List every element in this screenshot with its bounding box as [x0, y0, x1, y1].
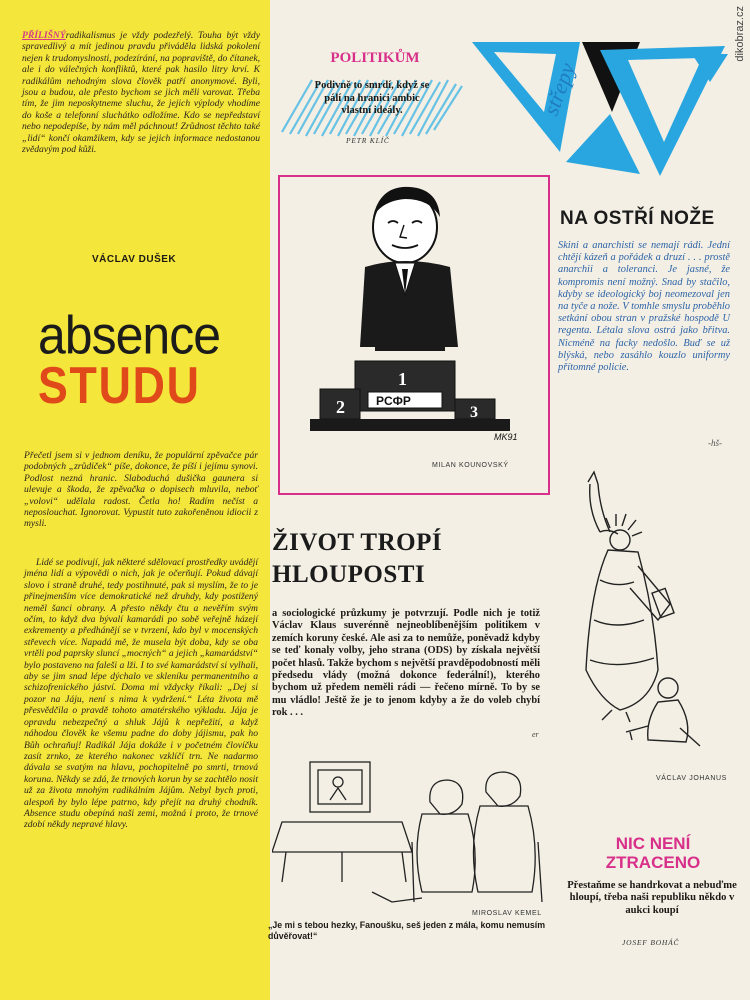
statue-of-liberty-illustration — [560, 470, 730, 760]
nic-neni-text: Přestaňme se handrkovat a nebuďme hloupí, třeba naši republiku někdo v aukci koupí — [567, 880, 737, 916]
cartoon-1-credit: MILAN KOUNOVSKÝ — [432, 462, 509, 469]
nic-neni-title-2: ZTRACENO — [605, 853, 701, 872]
article-paragraph-1: Přečetl jsem si v jednom deníku, že populární zpěvačce pár podobných „zrůdiček“ píše, dokonce, že píší i jejímu synovi. Podlost nezná hranic. Slaboduchá dušička gaunera si ulevuje a škoda, že zpěvačka o dopisech mluvila, neboť „volovi“ udělala radost. Četla ho! Radím nečíst a neposlouchat. Ignorovat. Vypustit tuto zakořeněnou idiocii z mysli. — [24, 450, 258, 530]
watermark: dikobraz.cz — [734, 6, 746, 62]
tv-couple-illustration — [272, 752, 562, 912]
headline-absence: absence — [38, 304, 221, 366]
podium-plaque: PCФP — [376, 394, 411, 408]
na-ostri-title: NA OSTŘÍ NOŽE — [560, 208, 715, 229]
intro-lead-word: PŘÍLIŠNÝ — [22, 30, 66, 41]
strepy-logo-text: střepy — [538, 59, 580, 119]
podium-number-2: 2 — [336, 397, 345, 417]
article-paragraph-2: Lidé se podivují, jak některé sdělovací prostředky uvádějí jména lidí a výpovědi o nich, jak je očerňují. Pokud dávají slovo i straně druhé, tedy postihnuté, pak si myslím, že to je přinejmenším více demokratické než druhdy, kdy postižený neměl šanci obrany. A přesto někdy čtu a nevěřím svým očím, to když dva bývalí kamarádi po sobě veřejně házejí exkrementy a předhánějí se v tvrzení, kdo byl v mocenských střevech více. Napadá mě, že musela být doba, kdy se oba vrtěli pod paprsky sluncí „mocných“ a jejich „kamarádství“ bylo postaveno na faleši a lži. I to své kamarádství si vylhali, aby se jim snad lépe dýchalo ve skleníku permanentního a schizofrenického jáství. Doma mi vždycky říkali: „Dej si pozor na Jáju, není s nima k vydržení.“ Léta života mě přesvědčila o pravdě tohoto amatérského výkladu. Jája je opravdu nebezpečný a shluk Jájů k nepřežití, a když náhodou člověk ke všemu padne do doby jájismu, pak ho Bůh ochraňuj! Radikál Jája dokáže i v početném človíčku zasít zrnko, ze kterého nakonec vzklíčí trn. Ne nadarmo dávala se svatým na hlavu, pochopitelně po smrti, trnová koruna. Někdy se zdá, že trnových korun by se zachtělo nosit už za života mnohým radikálním Jájům. Nebyl bych proti, alespoň by bylo lépe patrno, kdy přejít na druhý chodník. Absence studu obepíná naši zemi, možná i proto, že trnové zdobí někdy nepravé hlavy. — [24, 557, 258, 831]
cartoon-3-caption: „Je mi s tebou hezky, Fanoušku, seš jeden z mála, komu nemusím důvěřovat!“ — [268, 920, 546, 941]
podium-number-3: 3 — [470, 404, 478, 421]
nic-neni-title-1: NIC NENÍ — [615, 834, 691, 853]
na-ostri-text: Skini a anarchisti se nemají rádi. Jední chtějí kázeň a pořádek a druzí . . . prostě anarchii a toleranci. Je jasné, že kompromis není možný. Snad by stačilo, kdyby se ideologický boj neomezoval jen na tyče a nože. V tomhle smyslu proběhlo setkání obou stran v pražské hospodě U regenta. Létala slova ostrá jako břitva. Nicméně na facky nedošlo. Buď se už blýská, nebo zasáhlo kouzlo uniformy přítomné policie. — [558, 240, 730, 374]
cartoon-2-credit: VÁCLAV JOHANUS — [656, 775, 727, 782]
nic-neni-author: JOSEF BOHÁČ — [622, 938, 680, 947]
cartoon-3-credit: MIROSLAV KEMEL — [472, 910, 542, 917]
headline-studu: STUDU — [38, 357, 201, 415]
cartoon-1-signature: MK91 — [494, 432, 518, 442]
zivot-signoff: er — [532, 730, 539, 739]
yeltsin-podium-illustration — [280, 177, 548, 447]
zivot-title-1: ŽIVOT TROPÍ — [272, 529, 443, 556]
na-ostri-signoff: -hš- — [708, 438, 722, 448]
politikum-author: PETR KLÍČ — [346, 136, 390, 145]
podium-number-1: 1 — [398, 369, 407, 389]
politikum-quote: Podivně to smrdí, když se pálí na hranici ambic vlastní ideály. — [314, 80, 430, 116]
intro-author: VÁCLAV DUŠEK — [92, 254, 177, 265]
politikum-title: POLITIKŮM — [330, 50, 420, 66]
intro-paragraph — [22, 30, 260, 155]
zivot-text: a sociologické průzkumy je potvrzují. Podle nich je totiž Václav Klaus suverénně nejneoblíbenějším politikem v zemích koruny české. Ale asi za to nemůže, poněvadž kdyby se teď konaly volby, jeho strana (ODS) by získala největší počet hlasů. Takže bychom s největší pravděpodobností měli předsedu vlády (možná dokonce federální!), kterého bychom už předem neměli rádi — řečeno mírně. To by se mu vládlo! Ještě že je to jenom kdyby a že do voleb chybí rok . . . — [272, 608, 540, 719]
zivot-title-2: HLOUPOSTI — [272, 561, 426, 588]
strepy-logo — [470, 42, 730, 177]
cartoon-yeltsin-frame — [278, 175, 550, 495]
intro-text: radikalismus je vždy podezřelý. Touha být vždy spravedlivý a mít jedinou pravdu přiváděla lidská pokolení nejen k trudomyslnosti, podezírání, na popraviště, do čítanek, ale i do válečných konfliktů, které pak hasilo litry krví. K radikálům nehodným slova člověk patří anonymové. Byli, jsou a budou, ale přesto bychom se jich měli varovat. Třeba tím, že jim neposkytneme sluchu, že jejich výplody vhodíme do koše a telefonní sluchátko odložíme. Kdo se nepředstaví nebo nepodepíše, by nám měl páchnout! Zrůdnost těchto také „lidí“ končí okamžikem, kdy se jejich informace nedostanou zvědavým pod kůži. — [22, 30, 260, 156]
